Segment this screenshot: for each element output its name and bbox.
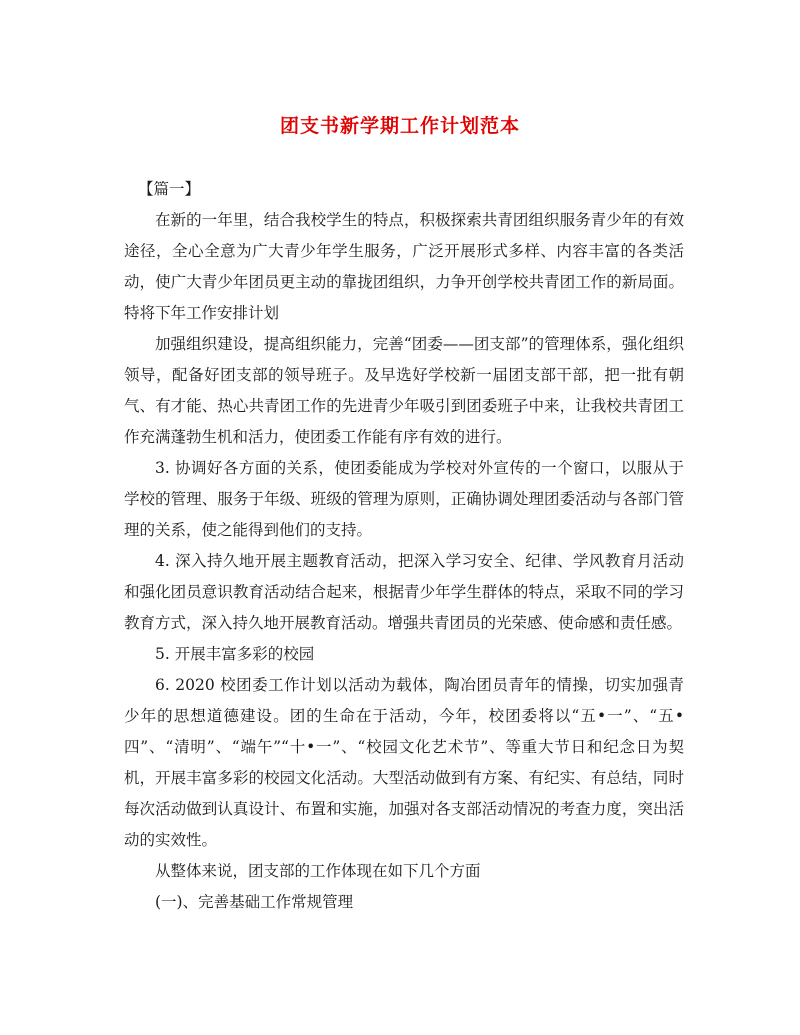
paragraph-item-4: 4. 深入持久地开展主题教育活动，把深入学习安全、纪律、学风教育月活动和强化团员意识教育活动结合起来，根据青少年学生群体的特点，采取不同的学习教育方式，深入持久地开展教育活动。增强共青团员的光荣感、使命感和责任感。 bbox=[124, 552, 684, 632]
paragraph-item-3: 3. 协调好各方面的关系，使团委能成为学校对外宣传的一个窗口，以服从于学校的管理、服务于年级、班级的管理为原则，正确协调处理团委活动与各部门管理的关系，使之能得到他们的支持。 bbox=[124, 459, 684, 539]
paragraph-subheading-1: (一)、完善基础工作常规管理 bbox=[155, 893, 354, 911]
section-heading: 【篇一】 bbox=[138, 180, 201, 198]
paragraph-item-6: 6. 2020 校团委工作计划以活动为载体，陶冶团员青年的情操，切实加强青少年的思想道德建设。团的生命在于活动，今年，校团委将以“五•一”、“五•四”、“清明”、“端午”“十•一”、“校园文化艺术节”、等重大节日和纪念日为契机，开展丰富多彩的校园文化活动。大型活动做到有方案、有纪实、有总结，同时每次活动做到认真设计、布置和实施，加强对各支部活动情况的考查力度，突出活动的实效性。 bbox=[124, 676, 684, 849]
paragraph-organization: 加强组织建设，提高组织能力，完善“团委——团支部”的管理体系，强化组织领导，配备好团支部的领导班子。及早选好学校新一届团支部干部，把一批有朝气、有才能、热心共青团工作的先进青少年吸引到团委班子中来，让我校共青团工作充满蓬勃生机和活力，使团委工作能有序有效的进行。 bbox=[124, 335, 684, 446]
document-title: 团支书新学期工作计划范本 bbox=[279, 115, 520, 137]
paragraph-intro: 在新的一年里，结合我校学生的特点，积极探索共青团组织服务青少年的有效途径，全心全意为广大青少年学生服务，广泛开展形式多样、内容丰富的各类活动，使广大青少年团员更主动的靠拢团组织，力争开创学校共青团工作的新局面。特将下年工作安排计划 bbox=[124, 211, 684, 322]
document-body bbox=[124, 174, 684, 918]
paragraph-summary: 从整体来说，团支部的工作体现在如下几个方面 bbox=[155, 862, 481, 880]
paragraph-item-5: 5. 开展丰富多彩的校园 bbox=[155, 645, 315, 663]
